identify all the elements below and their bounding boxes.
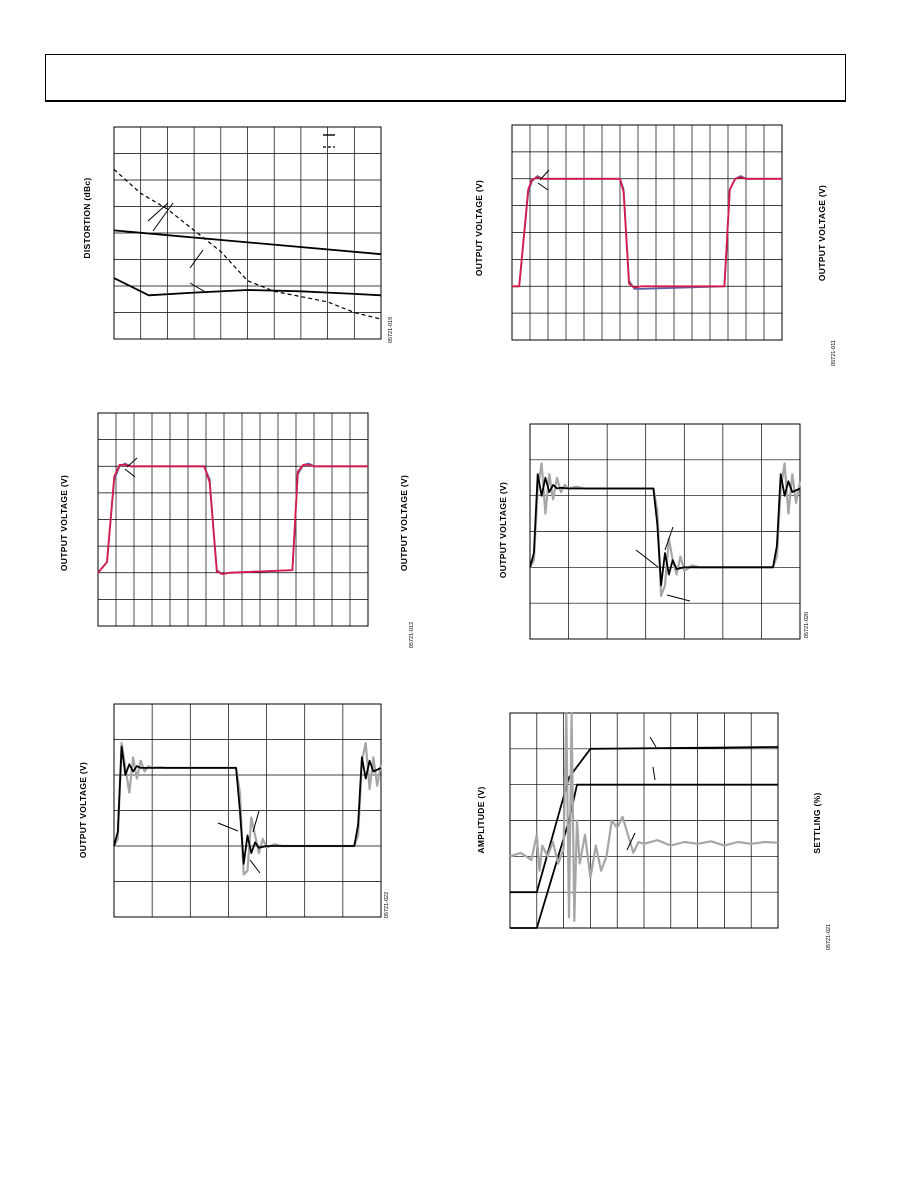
y-axis-label: OUTPUT VOLTAGE (V) bbox=[78, 761, 88, 859]
figure-id: 05721-021 bbox=[826, 923, 832, 951]
annotation-arrow bbox=[636, 550, 658, 567]
distortion-chart bbox=[60, 118, 410, 358]
y-axis-label-right: OUTPUT VOLTAGE (V) bbox=[817, 184, 827, 282]
output-voltage-chart-panel-3 bbox=[55, 405, 425, 665]
y-axis-label: DISTORTION (dBc) bbox=[82, 177, 92, 259]
output-voltage-chart-4 bbox=[490, 415, 850, 655]
annotation-arrow bbox=[653, 767, 655, 780]
annotation-arrow bbox=[190, 250, 203, 268]
output-voltage-chart-2 bbox=[470, 118, 870, 378]
y-axis-label-right: OUTPUT VOLTAGE (V) bbox=[399, 474, 409, 572]
series-line-1 bbox=[530, 463, 800, 596]
annotation-arrow bbox=[148, 203, 168, 221]
annotation-arrow bbox=[250, 860, 260, 873]
y-axis-label: AMPLITUDE (V) bbox=[476, 786, 486, 854]
series-line-1 bbox=[114, 743, 381, 874]
page-header-frame bbox=[45, 54, 846, 102]
output-voltage-chart-3 bbox=[55, 405, 425, 665]
annotation-arrow bbox=[218, 823, 238, 831]
distortion-chart-panel bbox=[60, 118, 410, 358]
output-voltage-chart-5 bbox=[70, 695, 410, 935]
output-voltage-chart-panel-4 bbox=[490, 415, 850, 655]
annotation-arrow bbox=[538, 183, 548, 190]
annotation-arrow bbox=[253, 811, 259, 832]
output-voltage-chart-panel-5 bbox=[70, 695, 410, 935]
annotation-arrow bbox=[125, 469, 135, 477]
figure-id: 05721-011 bbox=[831, 340, 837, 366]
y-axis-label: OUTPUT VOLTAGE (V) bbox=[498, 481, 508, 579]
amplitude-settling-chart bbox=[470, 705, 870, 965]
y-axis-label: OUTPUT VOLTAGE (V) bbox=[474, 179, 484, 277]
annotation-arrow bbox=[650, 737, 656, 747]
y-axis-label-right: SETTLING (%) bbox=[812, 792, 822, 854]
figure-id: 05721-019 bbox=[388, 316, 394, 344]
figure-id: 05721-022 bbox=[384, 891, 390, 919]
series-line-2 bbox=[530, 474, 800, 585]
series-line-1 bbox=[98, 464, 368, 574]
y-axis-label: OUTPUT VOLTAGE (V) bbox=[59, 474, 69, 572]
figure-id: 05721-012 bbox=[409, 621, 415, 649]
output-voltage-chart-panel-2 bbox=[470, 118, 870, 378]
amplitude-settling-chart-panel bbox=[470, 705, 870, 965]
annotation-arrow bbox=[667, 595, 690, 601]
figure-id: 05721-020 bbox=[804, 611, 810, 639]
